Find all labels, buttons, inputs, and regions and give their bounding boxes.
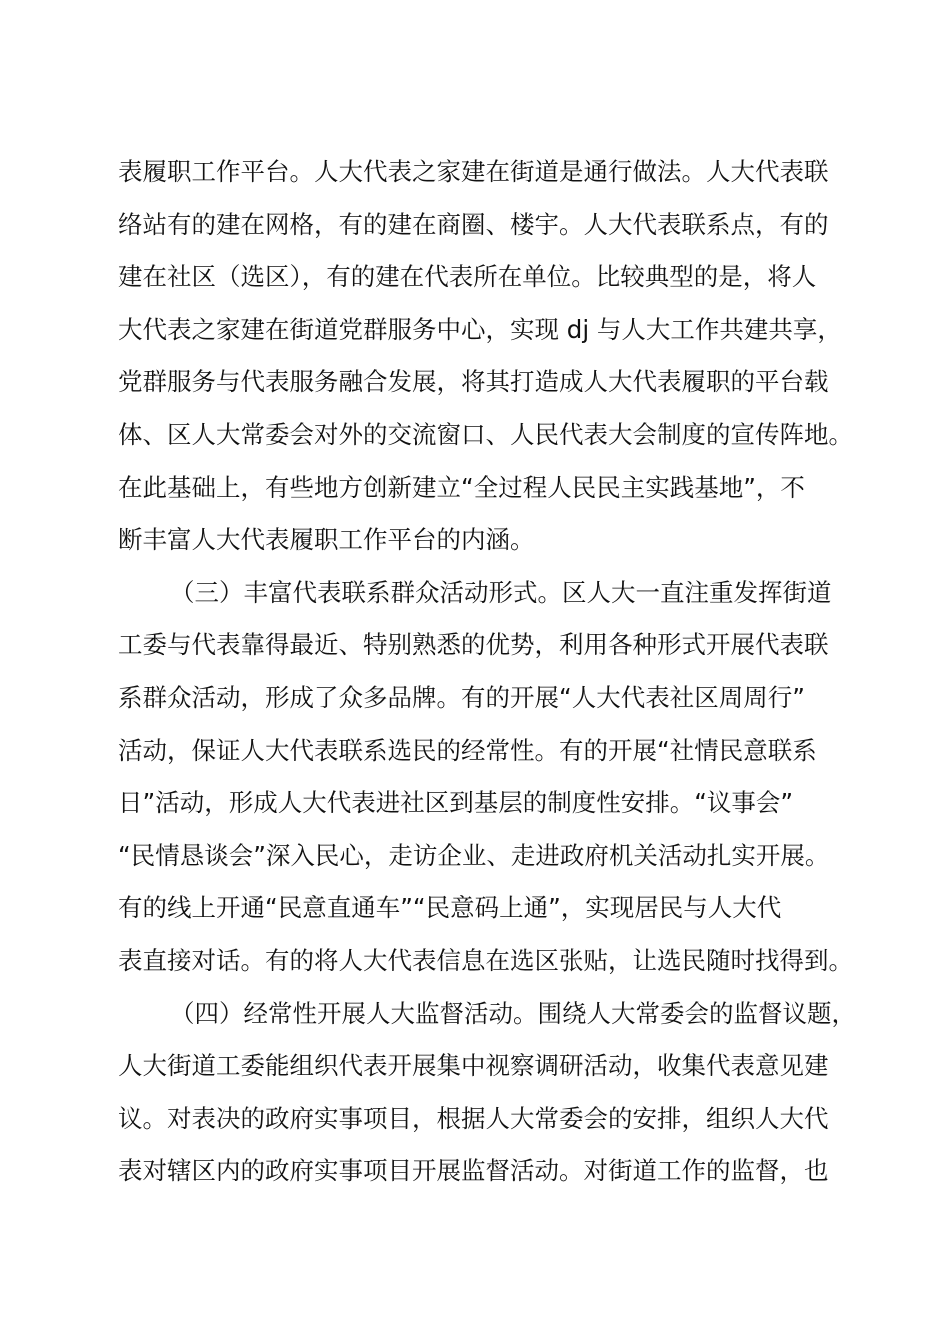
text-line: 在此基础上，有些地方创新建立“全过程人民民主实践基地”，不 [118,472,805,502]
text-line: 断丰富人大代表履职工作平台的内涵。 [118,525,535,555]
text-line: 表履职工作平台。人大代表之家建在街道是通行做法。人大代表联 [118,157,829,186]
section-heading-line: （三）丰富代表联系群众活动形式。区人大一直注重发挥街道 [170,577,832,607]
text-line: 体、区人大常委会对外的交流窗口、人民代表大会制度的宣传阵地。 [118,419,853,449]
text-line: “民情恳谈会”深入民心，走访企业、走进政府机关活动扎实开展。 [118,840,830,870]
body-text [118,146,856,1198]
text-line: 络站有的建在网格，有的建在商圈、楼宇。人大代表联系点，有的 [118,209,829,239]
text-line: 日”活动，形成人大代表进社区到基层的制度性安排。“议事会” [118,788,794,818]
text-line: 党群服务与代表服务融合发展，将其打造成人大代表履职的平台载 [118,367,829,397]
text-line: 人大街道工委能组织代表开展集中视察调研活动，收集代表意见建 [118,1051,829,1081]
text-line: 议。对表决的政府实事项目，根据人大常委会的安排，组织人大代 [118,1103,829,1133]
text-line: 活动，保证人大代表联系选民的经常性。有的开展“社情民意联系 [118,735,817,765]
text-line: 系群众活动，形成了众多品牌。有的开展“人大代表社区周周行” [118,682,805,712]
text-line: 表直接对话。有的将人大代表信息在选区张贴，让选民随时找得到。 [118,945,853,975]
text-line: 工委与代表靠得最近、特别熟悉的优势，利用各种形式开展代表联 [118,630,829,660]
text-line: 建在社区（选区），有的建在代表所在单位。比较典型的是，将人 [118,262,817,292]
section-heading-line: （四）经常性开展人大监督活动。围绕人大常委会的监督议题， [170,998,856,1028]
text-line: 有的线上开通“民意直通车”“民意码上通”，实现居民与人大代 [118,893,782,923]
text-line: 表对辖区内的政府实事项目开展监督活动。对街道工作的监督，也 [118,1156,829,1186]
text-line: 大代表之家建在街道党群服务中心，实现 dj 与人大工作共建共享， [118,314,842,344]
